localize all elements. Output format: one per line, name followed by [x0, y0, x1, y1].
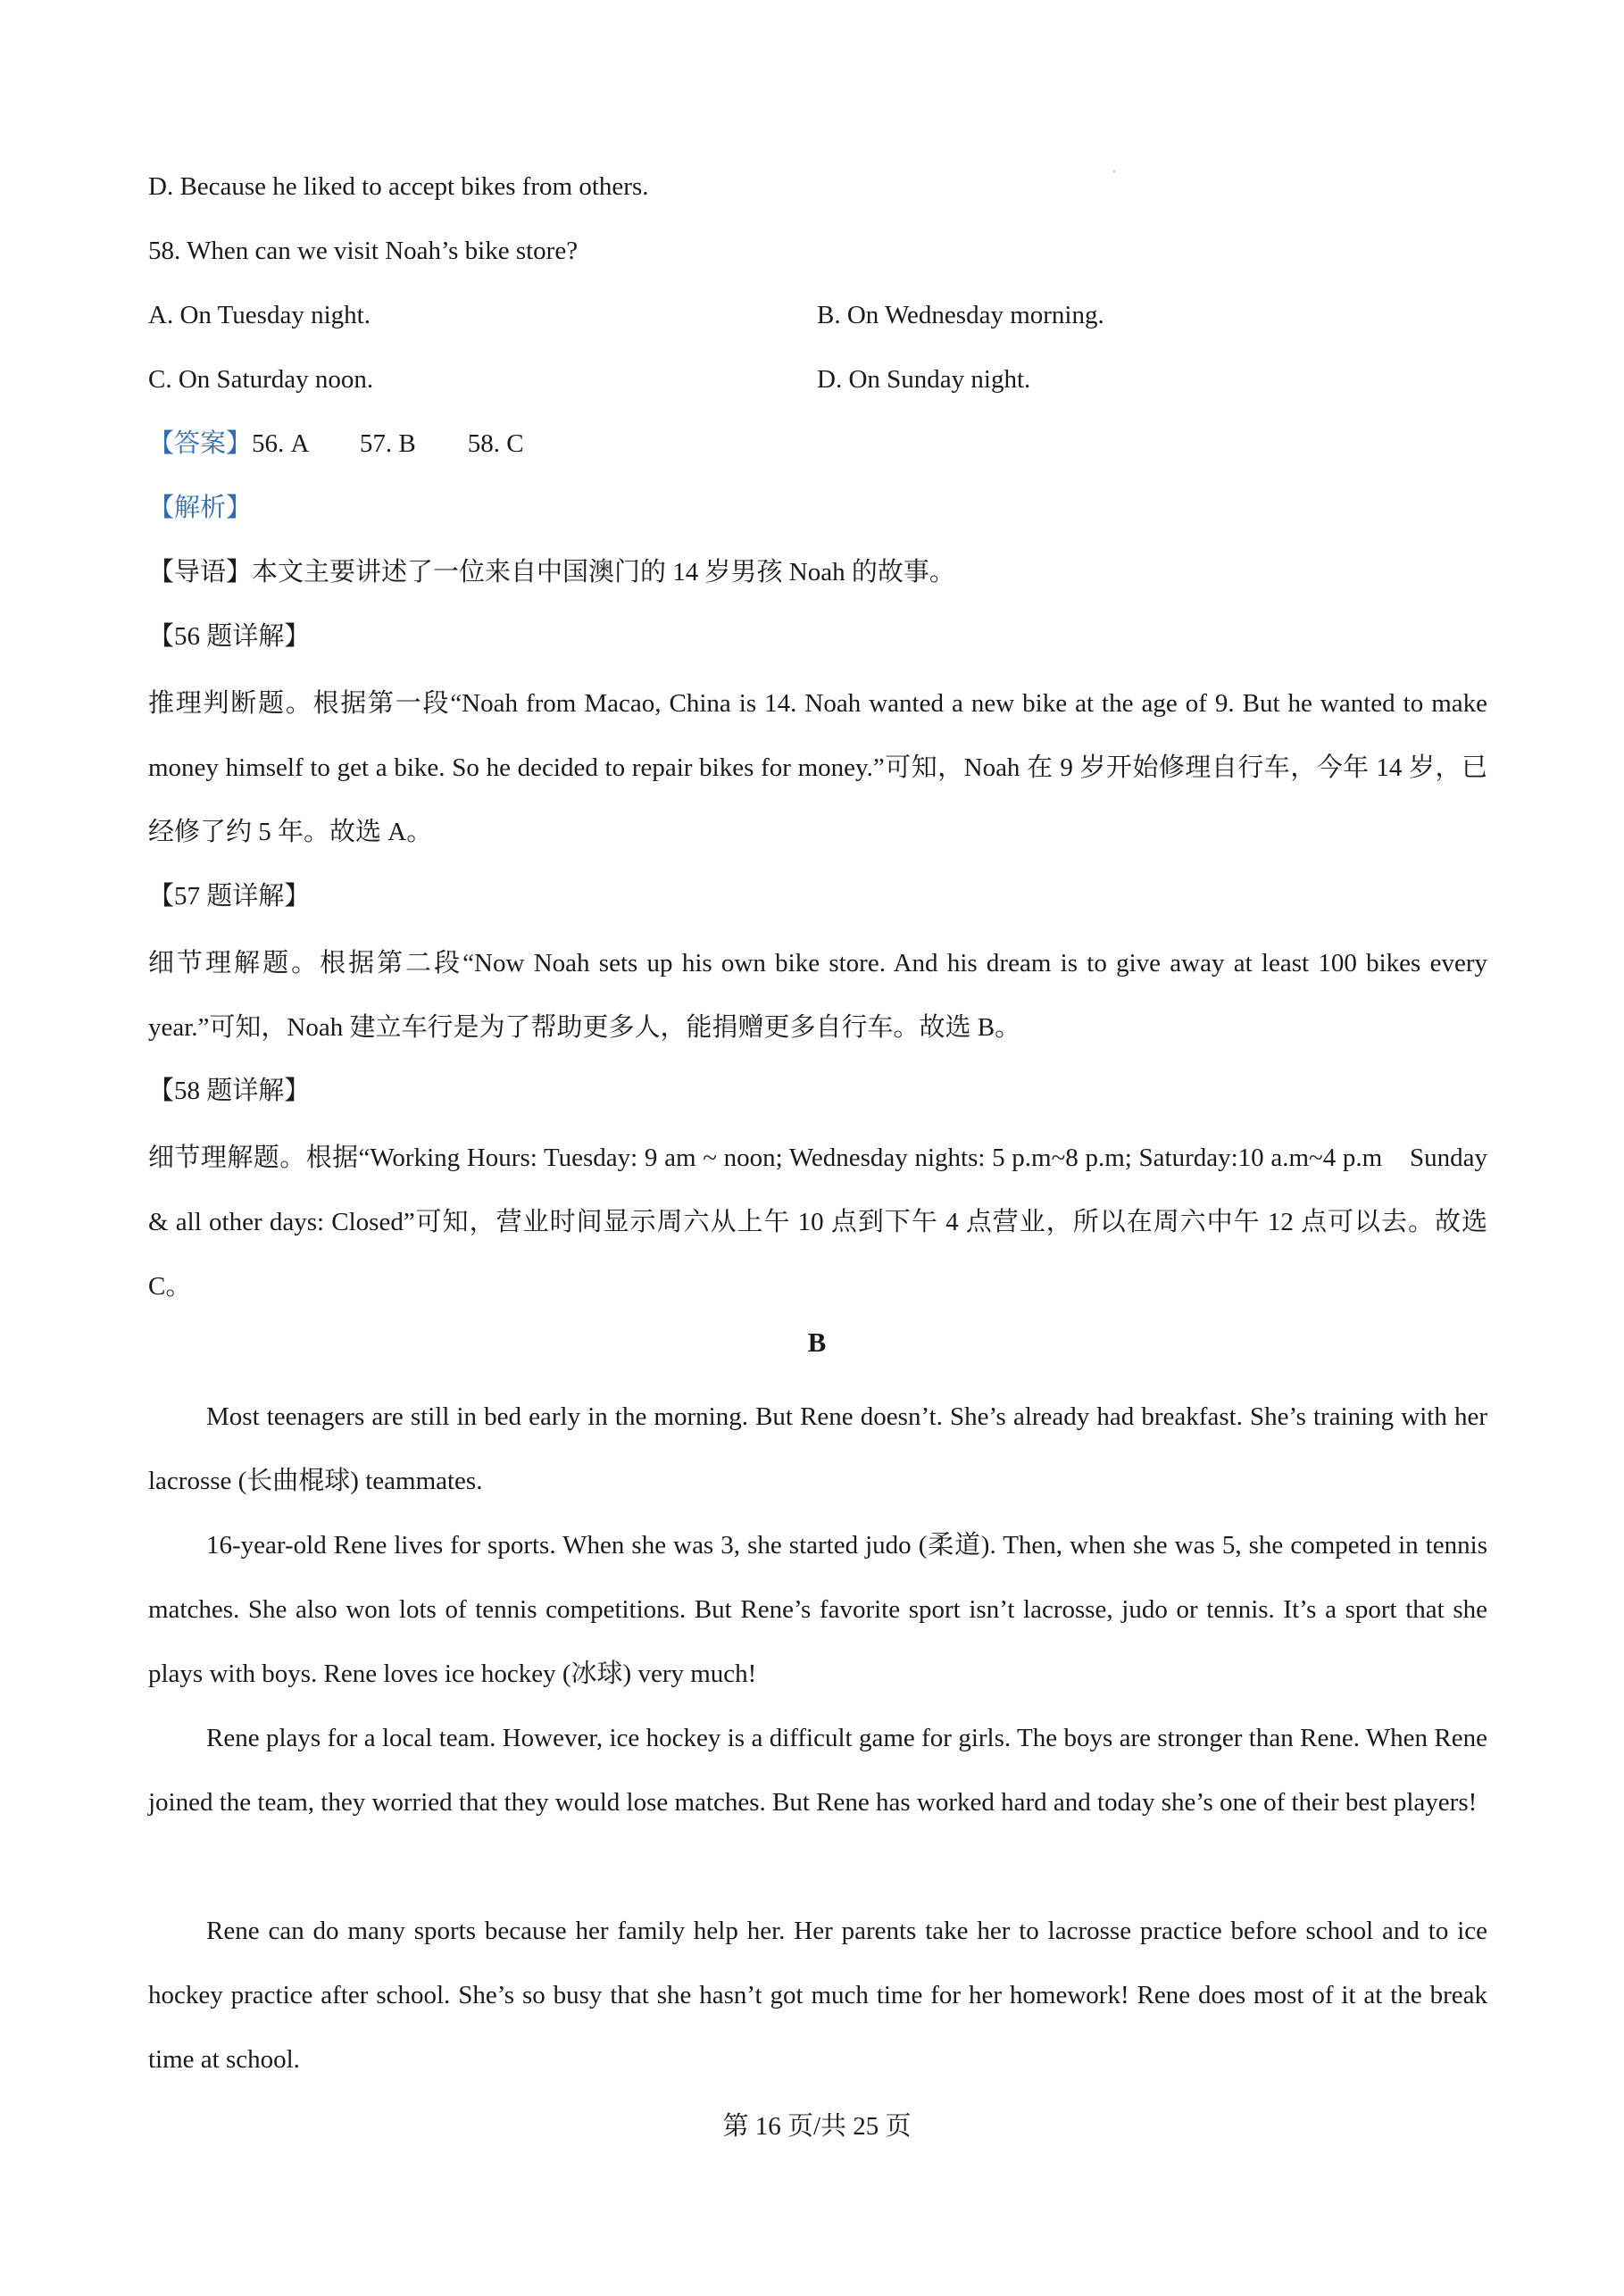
q58-option-b: B. On Wednesday morning.	[817, 301, 1104, 329]
q58-option-d: D. On Sunday night.	[817, 365, 1031, 394]
scan-speck	[1113, 171, 1115, 172]
section-b-title: B	[807, 1327, 827, 1358]
answer-text: 56. A 57. B 58. C	[252, 429, 524, 458]
q58-question: 58. When can we visit Noah’s bike store?	[148, 237, 579, 265]
answer-label: 【答案】	[148, 429, 253, 458]
section-b-paragraph-1: Most teenagers are still in bed early in the morning. But Rene doesn’t. She’s already had breakfast. She’s training with her lacrosse (长曲棍球) teammates.	[148, 1402, 1487, 1495]
q57-detail-heading: 【57 题详解】	[148, 882, 311, 911]
section-b-paragraph-3: Rene plays for a local team. However, ice hockey is a difficult game for girls. The boys are stronger than Rene. When Rene joined the team, they worried that they would lose matches. But Rene has worked hard and today she’s one of their best players!	[148, 1724, 1487, 1817]
q57-detail-body: 细节理解题。根据第二段“Now Noah sets up his own bike store. And his dream is to give away at least 100 bikes every year.”可知，Noah 建立车行是为了帮助更多人，能捐赠更多自行车。故选 B。	[148, 949, 1487, 1042]
q56-detail-body: 推理判断题。根据第一段“Noah from Macao, China is 14. Noah wanted a new bike at the age of 9. But he wanted to make money himself to get a bike. So he decided to repair bikes for money.”可知，Noah 在 9 岁开始修理自行车，今年 14 岁，已经修了约 5 年。故选 A。	[148, 689, 1487, 846]
analysis-label: 【解析】	[148, 494, 253, 522]
q58-detail-body: 细节理解题。根据“Working Hours: Tuesday: 9 am ~ noon; Wednesday nights: 5 p.m~8 p.m; Saturday:10 a.m~4 p.m Sunday & all other days: Closed”可知，营业时间显示周六从上午 10 点到下午 4 点营业，所以在周六中午 12 点可以去。故选 C。	[148, 1144, 1495, 1301]
section-b-paragraph-2: 16-year-old Rene lives for sports. When she was 3, she started judo (柔道). Then, when she was 5, she competed in tennis matches. She also won lots of tennis competitions. But Rene’s favorite sport isn’t lacrosse, judo or tennis. It’s a sport that she plays with boys. Rene loves ice hockey (冰球) very much!	[148, 1531, 1487, 1688]
answer-line	[148, 426, 524, 462]
q58-option-a: A. On Tuesday night.	[148, 301, 371, 329]
q58-detail-heading: 【58 题详解】	[148, 1077, 311, 1105]
q58-option-c: C. On Saturday noon.	[148, 365, 374, 394]
page-footer: 第 16 页/共 25 页	[722, 2112, 912, 2141]
q56-detail-heading: 【56 题详解】	[148, 622, 311, 651]
intro-line: 【导语】本文主要讲述了一位来自中国澳门的 14 岁男孩 Noah 的故事。	[148, 558, 955, 586]
section-b-paragraph-4: Rene can do many sports because her family help her. Her parents take her to lacrosse practice before school and to ice hockey practice after school. She’s so busy that she hasn’t got much time for her homework! Rene does most of it at the break time at school.	[148, 1917, 1487, 2074]
q57-option-d: D. Because he liked to accept bikes from others.	[148, 172, 649, 201]
